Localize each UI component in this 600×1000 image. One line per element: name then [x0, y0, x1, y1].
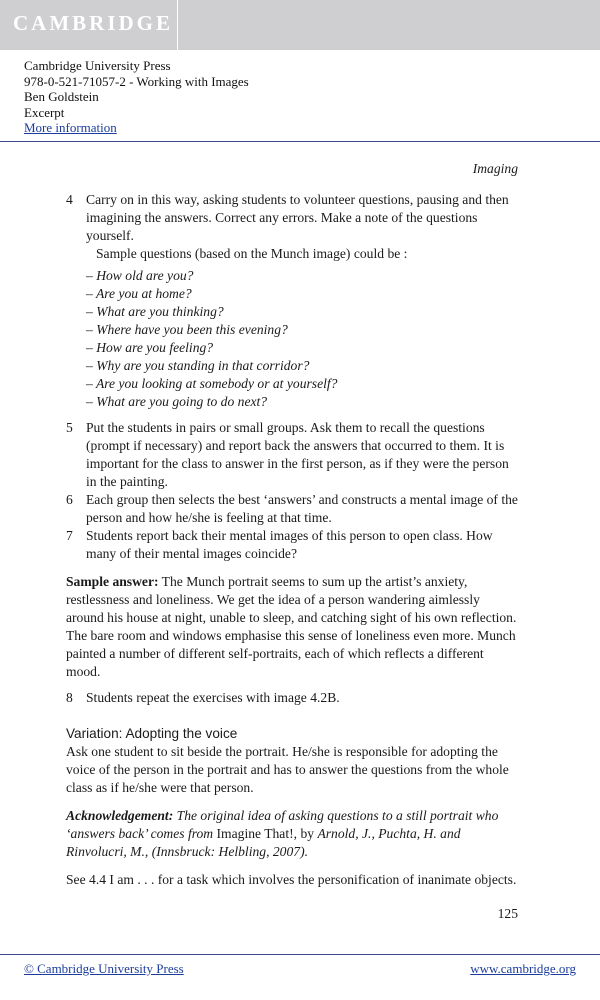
acknowledgement-part3: Arnold, J., Puchta, H. and Rinvolucri, M., (Innsbruck: Helbling, 2007). — [66, 826, 461, 859]
step-number: 6 — [66, 492, 73, 507]
variation-heading: Variation: Adopting the voice — [66, 726, 238, 741]
step-text: Students report back their mental images of this person to open class. How many of their mental images coincide? — [86, 528, 493, 561]
step-5 — [66, 419, 518, 491]
sample-answer-text: The Munch portrait seems to sum up the artist’s anxiety, restlessness and loneliness. We get the idea of a person wandering aimlessly around his house at night, unable to sleep, and catching sight of his own reflection. The bare room and windows emphasise this sense of loneliness even more. Munch painted a number of different self-portraits, each of which reflects a different mood. — [66, 574, 517, 679]
sample-answer — [66, 573, 518, 681]
step-text: Carry on in this way, asking students to volunteer questions, pausing and then imagining the answers. Correct any errors. Make a note of the questions yourself. — [86, 192, 509, 243]
question-item: – Why are you standing in that corridor? — [86, 358, 310, 373]
isbn-title-line: 978-0-521-71057-2 - Working with Images — [24, 73, 249, 89]
excerpt-line: Excerpt — [24, 104, 65, 120]
step-text: Each group then selects the best ‘answers’ and constructs a mental image of the person and how he/she is feeling at that time. — [86, 492, 518, 525]
step-6 — [66, 491, 518, 527]
acknowledgement-part2: , by — [293, 826, 318, 841]
sample-questions-intro: Sample questions (based on the Munch image) could be : — [96, 246, 408, 261]
acknowledgement-book: Imagine That! — [216, 826, 294, 841]
question-item: – What are you thinking? — [86, 304, 224, 319]
publisher-line: Cambridge University Press — [24, 58, 171, 73]
step-8 — [66, 689, 518, 707]
see-also: See 4.4 I am . . . for a task which involves the personification of inanimate objects. — [66, 872, 517, 887]
author-line: Ben Goldstein — [24, 89, 99, 104]
step-7 — [66, 527, 518, 563]
running-head: Imaging — [472, 161, 518, 176]
banner-divider — [177, 0, 178, 50]
book-meta — [24, 58, 249, 136]
step-text: Put the students in pairs or small groups. Ask them to recall the questions (prompt if necessary) and report back the answers that occurred to them. It is important for the class to answer in the first person, as if they were the person in the painting. — [86, 420, 509, 489]
step-number: 4 — [66, 192, 73, 207]
acknowledgement-part1: The original idea of asking questions to a still portrait who ‘answers back’ comes from — [66, 808, 499, 841]
page-number: 125 — [497, 906, 518, 921]
footer-rule — [0, 954, 600, 955]
question-item: – Are you looking at somebody or at yourself? — [86, 376, 338, 391]
question-item: – How are you feeling? — [86, 340, 214, 355]
step-text: Students repeat the exercises with image 4.2B. — [86, 690, 340, 705]
sample-answer-label: Sample answer: — [66, 574, 159, 589]
website-link[interactable]: www.cambridge.org — [470, 961, 576, 976]
cambridge-logo: CAMBRIDGE — [13, 11, 174, 35]
question-item: – How old are you? — [86, 268, 194, 283]
header-rule — [0, 141, 600, 142]
step-4 — [66, 191, 518, 245]
step-number: 5 — [66, 420, 73, 435]
copyright-link[interactable]: © Cambridge University Press — [24, 961, 184, 976]
more-information-link[interactable]: More information — [24, 120, 117, 135]
step-number: 8 — [66, 690, 73, 705]
question-item: – What are you going to do next? — [86, 394, 268, 409]
question-item: – Are you at home? — [86, 286, 192, 301]
variation-text: Ask one student to sit beside the portrait. He/she is responsible for adopting the voice of the person in the portrait and has to answer the questions from the whole class as if he/she were that person. — [66, 744, 509, 795]
page-content — [66, 160, 518, 923]
acknowledgement-label: Acknowledgement: — [66, 808, 174, 823]
question-list — [66, 267, 518, 411]
acknowledgement — [66, 807, 518, 861]
step-number: 7 — [66, 528, 73, 543]
question-item: – Where have you been this evening? — [86, 322, 288, 337]
header-banner — [0, 0, 600, 50]
